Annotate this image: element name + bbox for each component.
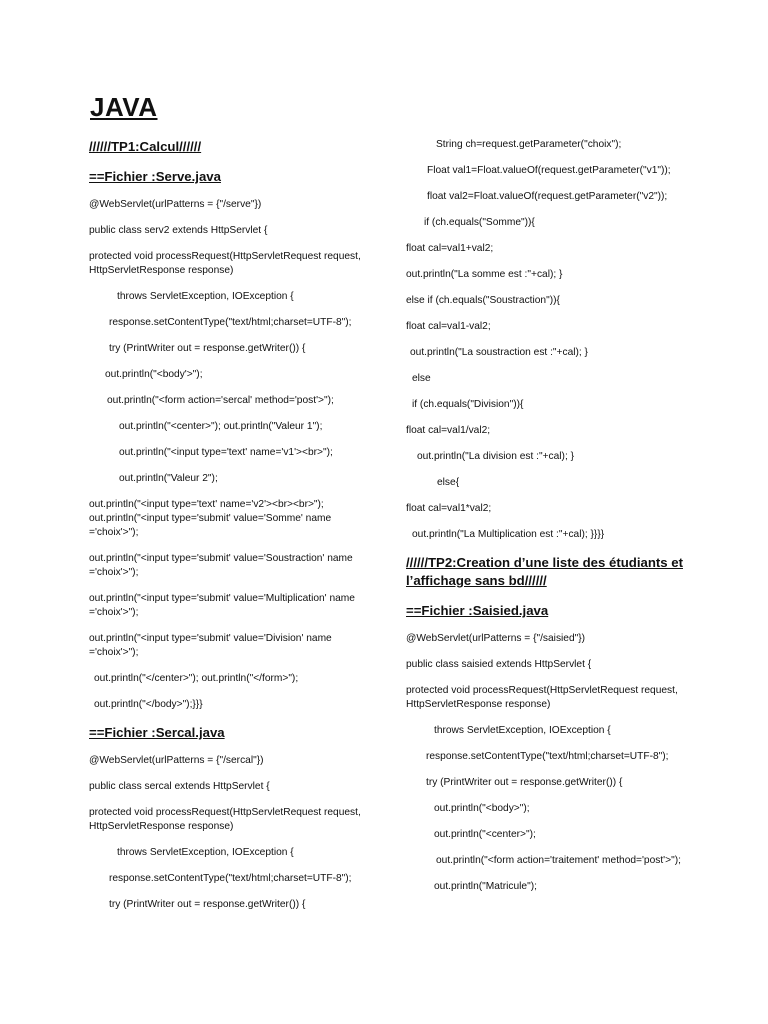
code-line: protected void processRequest(HttpServletRequest request, HttpServletResponse response) (89, 807, 361, 832)
code-line: out.println("<form action='traitement' method='post'>"); (436, 855, 681, 866)
section-heading-tp1: //////TP1:Calcul////// (89, 139, 202, 154)
code-line: out.println("</center>"); out.println("</form>"); (94, 673, 299, 684)
code-line: out.println("</body>");}}} (94, 699, 203, 710)
code-line: try (PrintWriter out = response.getWriter()) { (109, 899, 306, 910)
code-line: float cal=val1/val2; (406, 425, 491, 436)
code-line: out.println("<input type='submit' value='Multiplication' name ='choix'>"); (89, 593, 355, 618)
code-line: String ch=request.getParameter("choix"); (436, 139, 622, 150)
code-line: float cal=val1-val2; (406, 321, 491, 332)
code-line: protected void processRequest(HttpServletRequest request, HttpServletResponse response) (89, 251, 361, 276)
code-line: public class sercal extends HttpServlet { (89, 781, 270, 792)
code-line: throws ServletException, IOException { (117, 847, 294, 858)
code-line: if (ch.equals("Somme")){ (424, 217, 535, 228)
page-title: JAVA (90, 92, 158, 122)
code-line: out.println("Matricule"); (434, 881, 537, 892)
code-line: try (PrintWriter out = response.getWriter()) { (109, 343, 306, 354)
section-heading-tp2: //////TP2:Creation d’une liste des étudiants et l’affichage sans bd////// (406, 555, 683, 588)
left-column (89, 138, 377, 924)
code-line: out.println("<body>"); (434, 803, 530, 814)
code-line: out.println("<form action='sercal' method='post'>"); (107, 395, 334, 406)
file-heading-sercal: ==Fichier :Sercal.java (89, 725, 225, 740)
code-line: Float val1=Float.valueOf(request.getParameter("v1")); (427, 165, 671, 176)
code-line: out.println("<input type='submit' value='Soustraction' name ='choix'>"); (89, 553, 353, 578)
file-heading-serve: ==Fichier :Serve.java (89, 169, 221, 184)
code-line: response.setContentType("text/html;charset=UTF-8"); (109, 317, 352, 328)
code-line: out.println("Valeur 2"); (119, 473, 218, 484)
code-line: out.println("La somme est :"+cal); } (406, 269, 563, 280)
code-line: float cal=val1*val2; (406, 503, 492, 514)
code-line: try (PrintWriter out = response.getWriter()) { (426, 777, 623, 788)
code-line: @WebServlet(urlPatterns = {"/serve"}) (89, 199, 262, 210)
code-line: float cal=val1+val2; (406, 243, 494, 254)
code-line: throws ServletException, IOException { (117, 291, 294, 302)
code-line: float val2=Float.valueOf(request.getParameter("v2")); (427, 191, 668, 202)
code-line: else{ (437, 477, 460, 488)
code-line: @WebServlet(urlPatterns = {"/sercal"}) (89, 755, 264, 766)
code-line: public class saisied extends HttpServlet { (406, 659, 592, 670)
code-line: else (412, 373, 431, 384)
code-line: out.println("<center>"); (434, 829, 536, 840)
code-line: throws ServletException, IOException { (434, 725, 611, 736)
code-line: out.println("La Multiplication est :"+cal); }}}} (412, 529, 605, 540)
code-line: @WebServlet(urlPatterns = {"/saisied"}) (406, 633, 586, 644)
code-line: out.println("<body'>"); (105, 369, 203, 380)
code-line: public class serv2 extends HttpServlet { (89, 225, 268, 236)
right-column (406, 138, 696, 906)
code-line: protected void processRequest(HttpServletRequest request, HttpServletResponse response) (406, 685, 678, 710)
code-line: response.setContentType("text/html;charset=UTF-8"); (426, 751, 669, 762)
code-line: out.println("<input type='text' name='v2'><br><br>"); out.println("<input type='submit' value='Somme' name ='choix'>"); (89, 499, 332, 538)
code-line: response.setContentType("text/html;charset=UTF-8"); (109, 873, 352, 884)
code-line: out.println("<input type='submit' value='Division' name ='choix'>"); (89, 633, 332, 658)
code-line: else if (ch.equals("Soustraction")){ (406, 295, 560, 306)
code-line: out.println("<center>"); out.println("Valeur 1"); (119, 421, 323, 432)
code-line: out.println("La division est :"+cal); } (417, 451, 575, 462)
file-heading-saisied: ==Fichier :Saisied.java (406, 603, 549, 618)
code-line: if (ch.equals("Division")){ (412, 399, 524, 410)
code-line: out.println("La soustraction est :"+cal); } (410, 347, 588, 358)
code-line: out.println("<input type='text' name='v1'><br>"); (119, 447, 333, 458)
